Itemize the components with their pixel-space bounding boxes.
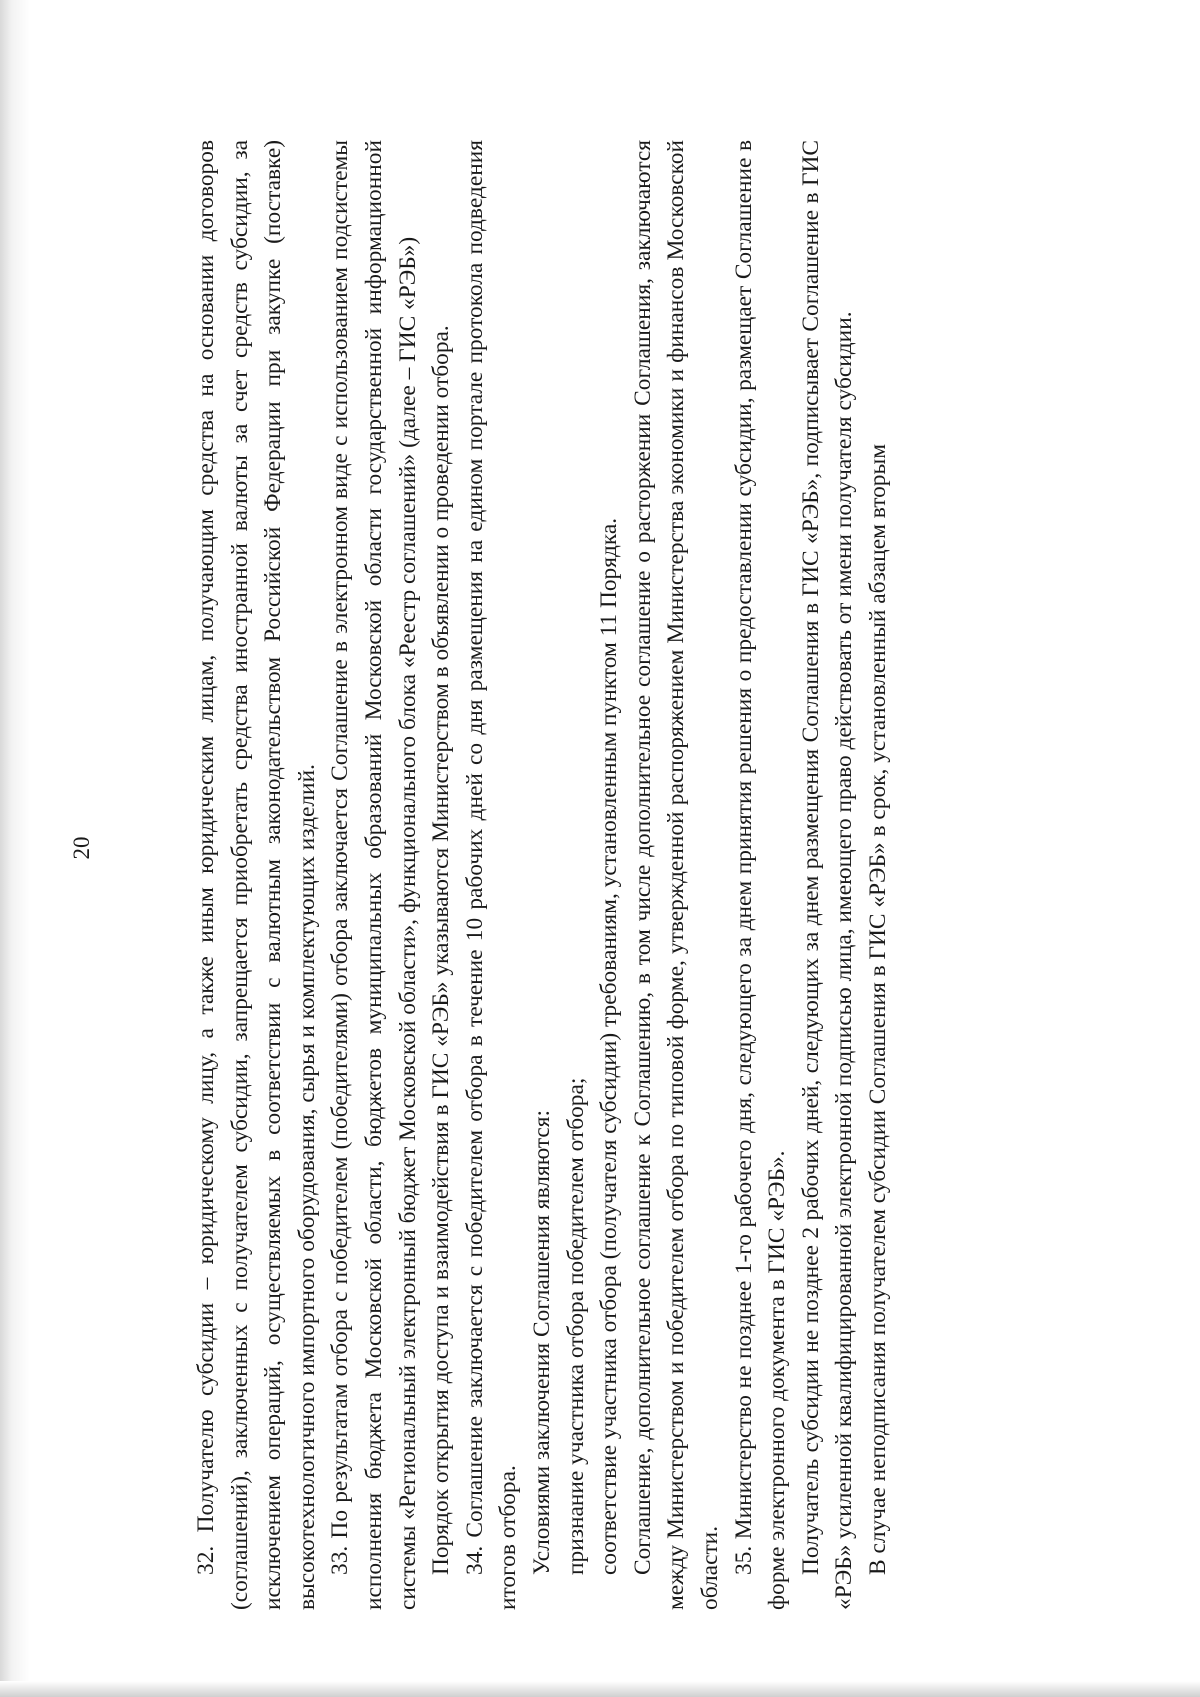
page-number: 20 bbox=[69, 836, 94, 860]
paragraph-32: 32. Получателю субсидии – юридическому лицу, а также иным юридическим лицам, получающим средства на основании договоров (соглашений), заключенных с получателем субсидии, запрещается приобретать средства иностранной валюты за счет средств субсидии, за исключением операций, осуществляемых в соответствии с валютным законодательством Российской Федерации при закупке (поставке) высокотехнологичного импортного оборудования, сырья и комплектующих изделий. bbox=[193, 140, 320, 1610]
paragraph-33: 33. По результатам отбора с победителем (победителями) отбора заключается Соглашение в электронном виде с использованием подсистемы исполнения бюджета Московской области, бюджетов муниципальных образований Московской области государственной информационной системы «Региональный электронный бюджет Московской области», функционального блока «Реестр соглашений» (далее – ГИС «РЭБ») bbox=[327, 140, 421, 1610]
paragraph-35: 35. Министерство не позднее 1-го рабочего дня, следующего за днем принятия решения о предоставлении субсидии, размещает Соглашение в форме электронного документа в ГИС «РЭБ». bbox=[730, 140, 791, 1610]
scan-bottom-edge bbox=[0, 1681, 1200, 1697]
paragraph-agreement-form: Соглашение, дополнительное соглашение к Соглашению, в том числе дополнительное соглашение о расторжении Соглашения, заключаются между Министерством и победителем отбора по типовой форме, утвержденной распоряжением Министерства экономики и финансов Московской области. bbox=[629, 140, 723, 1610]
paragraph-conditions: Условиями заключения Соглашения являются: bbox=[528, 1109, 555, 1575]
paragraph-recipient-signing: Получатель субсидии не позднее 2 рабочих дней, следующих за днем размещения Соглашения в ГИС «РЭБ», подписывает Соглашение в ГИС «РЭБ» усиленной квалифицированной электронной подписью лица, имеющего право действовать от имени получателя субсидии. bbox=[797, 140, 858, 1610]
paragraph-condition-winner: признание участника отбора победителем отбора; bbox=[562, 1077, 589, 1575]
scan-shadow-edge bbox=[0, 0, 30, 1697]
paragraph-condition-requirements: соответствие участника отбора (получателя субсидии) требованиям, установленным пунктом 11 Порядка. bbox=[596, 517, 623, 1575]
paragraph-access-order: Порядок открытия доступа и взаимодействия в ГИС «РЭБ» указываются Министерством в объявлении о проведении отбора. bbox=[428, 325, 455, 1575]
rotated-page-content bbox=[190, 140, 1200, 1610]
paragraph-34: 34. Соглашение заключается с победителем отбора в течение 10 рабочих дней со дня размещения на едином портале протокола подведения итогов отбора. bbox=[461, 140, 522, 1610]
paragraph-non-signing: В случае неподписания получателем субсидии Соглашения в ГИС «РЭБ» в срок, установленный абзацем вторым bbox=[864, 443, 891, 1575]
document-body bbox=[190, 140, 895, 1610]
